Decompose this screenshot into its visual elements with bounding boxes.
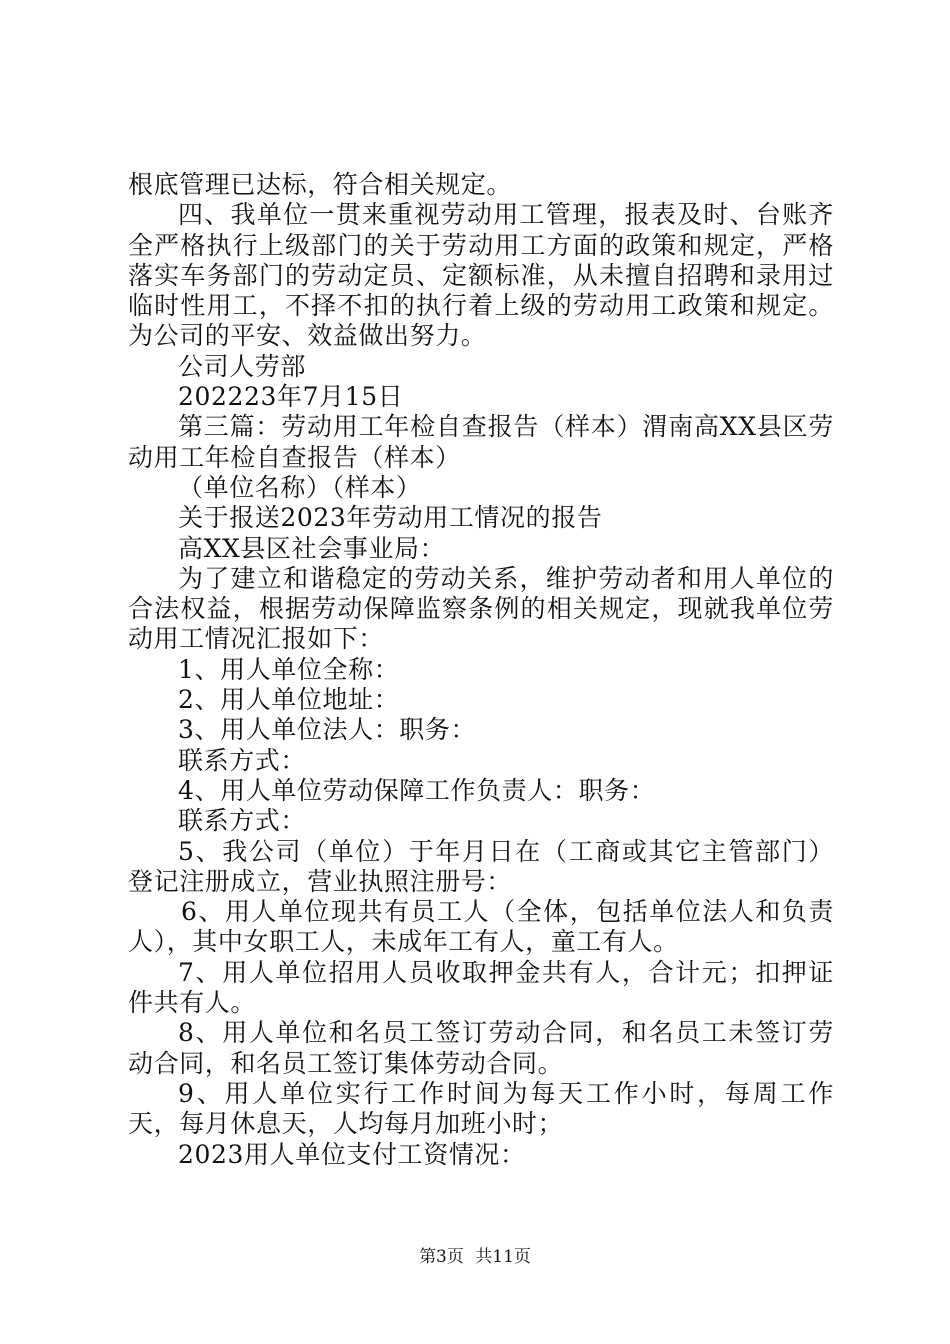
list-item: 8、用人单位和名员工签订劳动合同，和名员工未签订劳动合同，和名员工签订集体劳动合同。 [128, 1018, 834, 1078]
paragraph: 为了建立和谐稳定的劳动关系，维护劳动者和用人单位的合法权益，根据劳动保障监察条例的相关规定，现就我单位劳动用工情况汇报如下： [128, 563, 834, 654]
list-item: 2、用人单位地址： [178, 685, 400, 715]
list-item: 5、我公司（单位）于年月日在（工商或其它主管部门）登记注册成立，营业执照注册号： [128, 836, 834, 896]
paragraph: 四、我单位一贯来重视劳动用工管理，报表及时、台账齐全严格执行上级部门的关于劳动用工方面的政策和规定，严格落实车务部门的劳动定员、定额标准，从未擅自招聘和录用过临时性用工，不择不扣的执行着上级的劳动用工政策和规定。为公司的平安、效益做出努力。 [128, 200, 834, 351]
signature-date: 202223年7月15日 [178, 382, 404, 412]
paragraph: 2023用人单位支付工资情况： [178, 1139, 526, 1169]
section-heading: 第三篇：劳动用工年检自查报告（样本）渭南高XX县区劳动用工年检自查报告（样本） [128, 412, 834, 472]
list-item: 7、用人单位招用人员收取押金共有人，合计元；扣押证件共有人。 [128, 957, 834, 1018]
report-title: 关于报送2023年劳动用工情况的报告 [178, 503, 603, 533]
list-item: 1、用人单位全称： [178, 654, 400, 684]
list-item: 6、用人单位现共有员工人（全体，包括单位法人和负责人），其中女职工人，未成年工有人，童工有人。 [128, 897, 834, 957]
list-item: 联系方式： [178, 745, 307, 775]
paragraph: 根底管理已达标，符合相关规定。 [128, 170, 513, 199]
paragraph: （单位名称）（样本） [178, 472, 422, 502]
list-item: 联系方式： [178, 806, 307, 836]
page-footer [0, 1242, 950, 1267]
signature-department: 公司人劳部 [178, 351, 307, 381]
list-item: 9、用人单位实行工作时间为每天工作小时，每周工作天，每月休息天，人均每月加班小时； [128, 1078, 834, 1139]
list-item: 3、用人单位法人：职务： [178, 715, 477, 745]
page-number: 第3页 [419, 1247, 464, 1267]
document-body [128, 170, 834, 1170]
page-total: 共11页 [475, 1247, 531, 1267]
addressee: 高XX县区社会事业局： [178, 533, 446, 563]
list-item: 4、用人单位劳动保障工作负责人：职务： [178, 775, 656, 805]
